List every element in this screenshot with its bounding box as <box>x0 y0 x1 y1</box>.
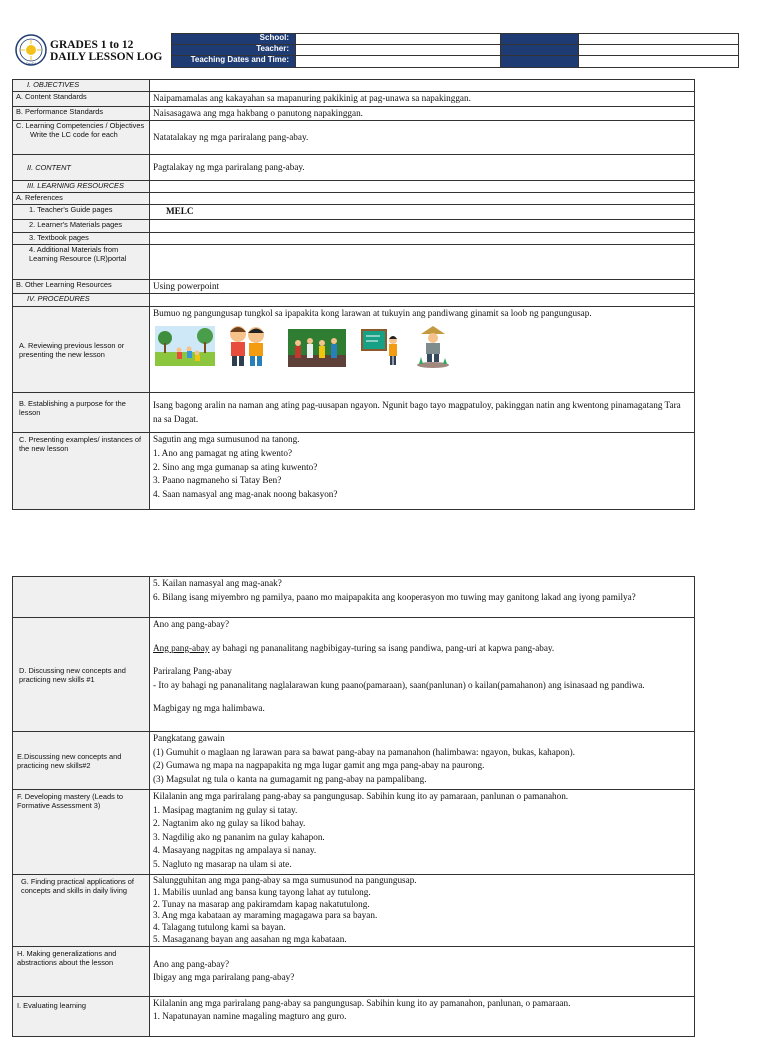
teacher-at-board-image <box>360 326 402 366</box>
picture-strip <box>153 324 691 368</box>
procedure-h-line: Ano ang pang-abay? <box>153 958 230 969</box>
teacher-label: Teacher: <box>172 45 296 56</box>
procedure-a-text: Bumuo ng pangungusap tungkol sa ipapakita kong larawan at tukuyin ang pandiwang ginamit sa loob ng pangungusap. <box>153 308 592 319</box>
procedure-g-line: 1. Mabilis uunlad ang bansa kung tayong lahat ay tutulong. <box>153 886 371 897</box>
textbook-pages-label: 3. Textbook pages <box>13 232 150 244</box>
procedure-c-line: 1. Ano ang pamagat ng ating kwento? <box>153 447 293 458</box>
svg-text:DepEd: DepEd <box>26 62 36 66</box>
procedure-c-line: 6. Bilang isang miyembro ng pamilya, paano mo maipapakita ang kooperasyon mo tuwing may ganitong lakad ang iyong pamilya? <box>153 591 636 602</box>
procedure-e-line: Pangkatang gawain <box>153 733 225 743</box>
procedure-a-label <box>13 307 150 393</box>
title-line-2: DAILY LESSON LOG <box>50 51 163 63</box>
procedure-i-value <box>150 996 695 1036</box>
header-blank-value <box>579 45 739 56</box>
children-hugging-image <box>221 324 273 368</box>
content-standards-label: A. Content Standards <box>13 92 150 107</box>
procedure-g-line: Salungguhitan ang mga pang-abay sa mga sumusunod na pangungusap. <box>153 875 417 885</box>
procedure-f-label <box>13 790 150 875</box>
objectives-heading: I. OBJECTIVES <box>13 80 150 92</box>
procedure-g-label <box>13 875 150 947</box>
school-field[interactable] <box>296 34 501 45</box>
header-blank <box>501 34 579 45</box>
kids-playing-park-image <box>155 326 215 366</box>
procedure-c-label-text: C. Presenting examples/ instances of the new lesson <box>19 435 142 454</box>
dll-title <box>50 39 162 63</box>
procedure-i-line: 1. Napatunayan namine magaling magturo ang guro. <box>153 1011 347 1022</box>
performance-standards-value: Naisasagawa ang mga hakbang o panutong napakinggan. <box>150 106 695 121</box>
content-value: Pagtalakay ng mga pariralang pang-abay. <box>150 155 695 181</box>
procedure-h-label <box>13 946 150 996</box>
procedure-c-label <box>13 433 150 510</box>
learning-competencies-label <box>13 121 150 155</box>
procedure-g-line: 3. Ang mga kabataan ay maraming magagawa para sa bayan. <box>153 910 378 921</box>
content-standards-value: Naipamamalas ang kakayahan sa mapanuring pakikinig at pag-unawa sa napakinggan. <box>150 92 695 107</box>
procedure-c-line: Sagutin ang mga sumusunod na tanong. <box>153 434 300 445</box>
farmer-planting-image <box>415 324 451 368</box>
other-resources-value: Using powerpoint <box>150 279 695 294</box>
group-of-people-image <box>288 329 346 367</box>
header-blank <box>501 45 579 56</box>
other-resources-label: B. Other Learning Resources <box>13 279 150 294</box>
procedure-d-value <box>150 618 695 732</box>
procedure-f-value <box>150 790 695 875</box>
procedure-f-line: Kilalanin ang mga pariralang pang-abay sa pangungusap. Sabihin kung ito ay pamaraan, panlunan o pamanahon. <box>153 791 569 801</box>
procedure-f-label-text: F. Developing mastery (Leads to Formative Assessment 3) <box>17 792 123 810</box>
school-label: School: <box>172 34 296 45</box>
procedure-i-line: Kilalanin ang mga pariralang pang-abay sa pangungusap. Sabihin kung ito ay pamanahon, panlunan, o pamaraan. <box>153 997 571 1008</box>
procedure-i-label-text: I. Evaluating learning <box>17 1000 87 1010</box>
procedure-f-line: 1. Masipag magtanim ng gulay si tatay. <box>153 804 298 815</box>
header-info-table <box>171 33 739 68</box>
content-label: II. CONTENT <box>13 155 150 181</box>
procedure-g-line: 2. Tunay na masarap ang pakiramdam kapag nakatutulong. <box>153 898 370 909</box>
header-blank-value <box>579 56 739 68</box>
procedure-c-line: 4. Saan namasyal ang mag-anak noong bakasyon? <box>153 488 338 499</box>
header-blank <box>501 56 579 68</box>
teachers-guide-value: MELC <box>150 205 695 220</box>
procedure-f-line: 2. Nagtanim ako ng gulay sa likod bahay. <box>153 818 306 829</box>
procedure-b-label <box>13 393 150 433</box>
procedure-g-label-text: G. Finding practical applications of concepts and skills in daily living <box>21 877 134 895</box>
dates-label: Teaching Dates and Time: <box>172 56 296 68</box>
procedure-e-line: (3) Magsulat ng tula o kanta na gumagamit ng pang-abay na pampalibang. <box>153 773 427 784</box>
procedure-e-value <box>150 732 695 790</box>
definition-term: Ang pang-abay <box>153 642 210 653</box>
procedure-e-label-text: E.Discussing new concepts and practicing new skills#2 <box>17 751 122 770</box>
procedure-d-question: Ano ang pang-abay? <box>153 619 230 629</box>
teacher-field[interactable] <box>296 45 501 56</box>
procedure-b-value: Isang bagong aralin na naman ang ating pag-uusapan ngayon. Ngunit bago tayo magpatuloy, pakinggan natin ang kwentong pinamagatang Tara na sa Dagat. <box>150 393 695 433</box>
learning-competencies-value: Natatalakay ng mga pariralang pang-abay. <box>150 121 695 155</box>
definition-text: ay bahagi ng pananalitang nagbibigay-turing sa isang pandiwa, pang-uri at kapwa pang-abay. <box>209 642 555 653</box>
references-label: A. References <box>13 193 150 205</box>
procedure-h-line: Ibigay ang mga pariralang pang-abay? <box>153 972 295 983</box>
title-line-1: GRADES 1 to 12 <box>50 39 134 51</box>
deped-seal-icon <box>15 34 47 66</box>
procedure-h-label-text: H. Making generalizations and abstractions about the lesson <box>17 948 117 967</box>
lesson-log-table-page1 <box>12 79 695 510</box>
procedure-g-value <box>150 875 695 947</box>
procedure-i-label <box>13 996 150 1036</box>
procedure-f-line: 4. Masayang nagpitas ng ampalaya si nanay. <box>153 845 317 856</box>
lc-label-line: C. Learning Competencies / Objectives <box>16 121 145 131</box>
procedure-d-subtext: - Ito ay bahagi ng pananalitang naglalarawan kung paano(pamaraan), saan(panlunan) o kailan(pamahanon) ang isinasaad ng pandiwa. <box>153 679 645 690</box>
procedure-g-line: 4. Talagang tutulong kami sa bayan. <box>153 922 286 933</box>
lesson-log-table-page2 <box>12 576 695 1037</box>
procedure-f-line: 5. Nagluto ng masarap na ulam si ate. <box>153 858 292 869</box>
procedure-d-subheading: Pariralang Pang-abay <box>153 666 232 677</box>
teachers-guide-label: 1. Teacher's Guide pages <box>13 205 150 220</box>
header-blank-value <box>579 34 739 45</box>
procedure-a-label-text: A. Reviewing previous lesson or presenting the new lesson <box>19 340 125 359</box>
additional-materials-label: 4. Additional Materials from Learning Resource (LR)portal <box>13 244 150 279</box>
learning-resources-heading: III. LEARNING RESOURCES <box>13 181 150 193</box>
procedure-c-value <box>150 433 695 510</box>
procedures-heading: IV. PROCEDURES <box>13 294 150 307</box>
procedure-f-line: 3. Nagdilig ako ng pananim na gulay kahapon. <box>153 831 325 842</box>
procedure-h-value <box>150 946 695 996</box>
procedure-b-label-text: B. Establishing a purpose for the lesson <box>19 399 126 418</box>
performance-standards-label: B. Performance Standards <box>13 106 150 121</box>
procedure-d-definition <box>153 642 691 656</box>
procedure-d-closing: Magbigay ng mga halimbawa. <box>153 703 265 714</box>
procedure-e-label <box>13 732 150 790</box>
lc-label-note: Write the LC code for each <box>30 130 118 140</box>
procedure-c-continued <box>150 577 695 618</box>
dates-field[interactable] <box>296 56 501 68</box>
procedure-g-line: 5. Masaganang bayan ang aasahan ng mga kabataan. <box>153 933 347 944</box>
procedure-c-line: 2. Sino ang mga gumanap sa ating kuwento? <box>153 461 318 472</box>
procedure-e-line: (2) Gumawa ng mapa na nagpapakita ng mga lugar gamit ang mga pang-abay na paurong. <box>153 760 485 771</box>
procedure-a-value <box>150 307 695 393</box>
procedure-d-label-text: D. Discussing new concepts and practicing new skills #1 <box>19 665 126 684</box>
procedure-e-line: (1) Gumuhit o maglaan ng larawan para sa bawat pang-abay na pamanahon (halimbawa: ngayon, bukas, kahapon). <box>153 746 575 757</box>
procedure-c-line: 3. Paano nagmaneho si Tatay Ben? <box>153 475 282 486</box>
header-block <box>12 33 738 69</box>
learners-materials-label: 2. Learner's Materials pages <box>13 219 150 232</box>
procedure-d-label <box>13 618 150 732</box>
continued-label <box>13 577 150 618</box>
procedure-c-line: 5. Kailan namasyal ang mag-anak? <box>153 578 282 588</box>
